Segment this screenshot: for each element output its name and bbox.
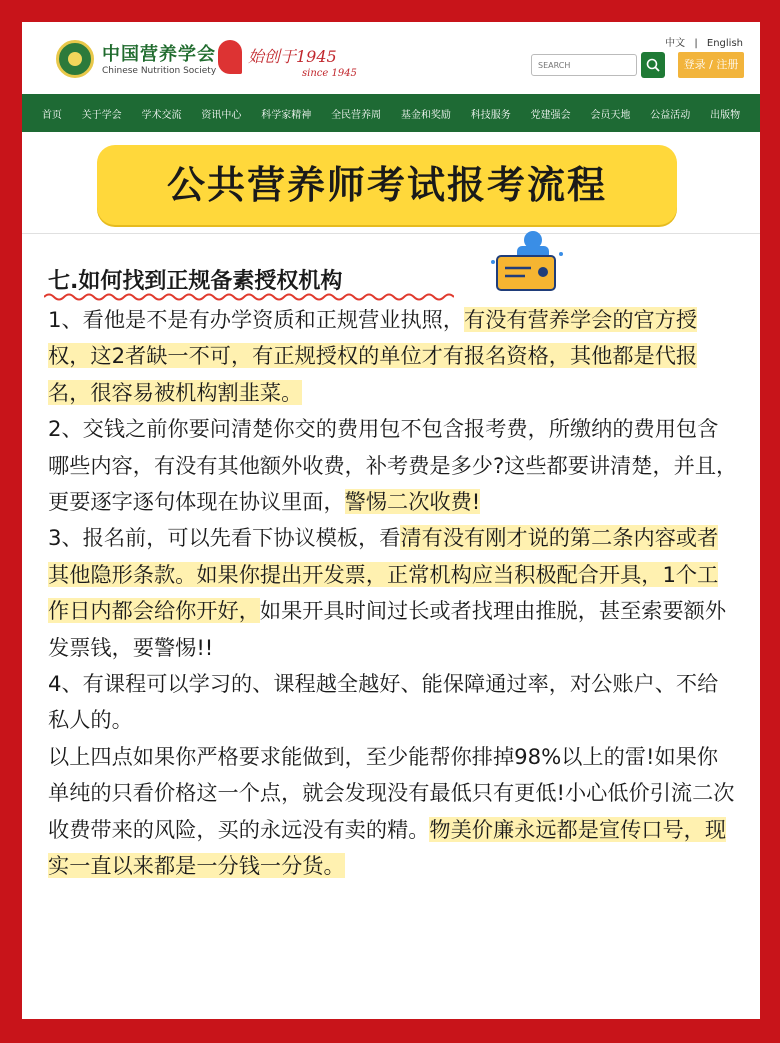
language-switcher — [662, 34, 746, 49]
wavy-underline — [44, 292, 454, 302]
page-frame — [22, 22, 760, 1019]
main-nav — [22, 94, 760, 132]
nav-item-party[interactable]: 党建强会 — [530, 109, 571, 121]
nav-item-news[interactable]: 资讯中心 — [201, 109, 242, 121]
lang-cn-link[interactable]: 中文 — [665, 38, 686, 49]
search-button[interactable] — [641, 52, 665, 78]
nav-item-fund-awards[interactable]: 基金和奖励 — [400, 109, 451, 121]
point-1-text: 1、看他是不是有办学资质和正规营业执照， — [48, 307, 465, 332]
nav-item-tech-service[interactable]: 科技服务 — [470, 109, 511, 121]
point-1-highlight: 有没有营养学会的官方授权，这2者缺一不可，有正规授权的单位才有报名资格，其他都是代报名，很容易被机构割韭菜。 — [48, 307, 698, 405]
nav-item-public-welfare[interactable]: 公益活动 — [650, 109, 691, 121]
nav-item-scientist-spirit[interactable]: 科学家精神 — [261, 109, 312, 121]
point-1 — [48, 302, 738, 411]
nav-item-publications[interactable]: 出版物 — [710, 109, 741, 121]
since-script-text: 始创于1945 — [248, 47, 337, 66]
summary-highlight: 物美价廉永远都是宣传口号，现实一直以来都是一分钱一分货。 — [48, 816, 727, 879]
article-body — [48, 302, 738, 885]
summary — [48, 739, 738, 885]
anniversary-emblem-icon — [218, 40, 242, 74]
login-register-button[interactable]: 登录 / 注册 — [678, 52, 744, 78]
nav-item-nutrition-week[interactable]: 全民营养周 — [331, 109, 382, 121]
society-name-en: Chinese Nutrition Society — [102, 66, 217, 76]
divider — [22, 233, 760, 234]
point-2 — [48, 411, 738, 520]
id-card-icon — [487, 226, 567, 296]
nav-item-academic[interactable]: 学术交流 — [141, 109, 182, 121]
society-name[interactable]: 中国营养学会 — [102, 44, 216, 65]
point-3-text-tail: 如果开具时间过长或者找理由推脱，甚至索要额外发票钱，要警惕!! — [48, 598, 727, 660]
section-heading: 七.如何找到正规备素授权机构 — [48, 269, 343, 294]
point-4: 4、有课程可以学习的、课程越全越好、能保障通过率，对公账户、不给私人的。 — [48, 671, 719, 733]
summary-text: 以上四点如果你严格要求能做到，至少能帮你排掉98%以上的雷!如果你单纯的只看价格这一个点，就会发现没有最低只有更低!小心低价引流二次收费带来的风险，买的永远没有卖的精。 — [48, 743, 735, 842]
nav-item-home[interactable]: 首页 — [41, 109, 62, 121]
lang-en-link[interactable]: English — [706, 38, 743, 49]
nav-item-about[interactable]: 关于学会 — [81, 109, 122, 121]
lang-separator: | — [694, 38, 698, 49]
search-icon — [646, 58, 660, 72]
since-year-text: since 1945 — [302, 68, 357, 79]
society-logo-icon[interactable] — [56, 40, 94, 78]
title-banner: 公共营养师考试报考流程 — [97, 145, 677, 225]
point-3-text: 3、报名前，可以先看下协议模板，看 — [48, 525, 401, 551]
point-3 — [48, 520, 738, 666]
nav-item-members[interactable]: 会员天地 — [590, 109, 631, 121]
point-2-highlight: 警惕二次收费! — [344, 489, 481, 515]
search-input[interactable] — [531, 54, 637, 76]
point-3-highlight: 清有没有刚才说的第二条内容或者其他隐形条款。如果你提出开发票，正常机构应当积极配合开具，1个工作日内都会给你开好， — [48, 525, 719, 624]
point-2-text: 2、交钱之前你要问清楚你交的费用包不包含报考费，所缴纳的费用包含哪些内容，有没有其他额外收费，补考费是多少?这些都要讲清楚，并且，更要逐字逐句体现在协议里面， — [48, 416, 738, 515]
site-header — [22, 22, 760, 94]
